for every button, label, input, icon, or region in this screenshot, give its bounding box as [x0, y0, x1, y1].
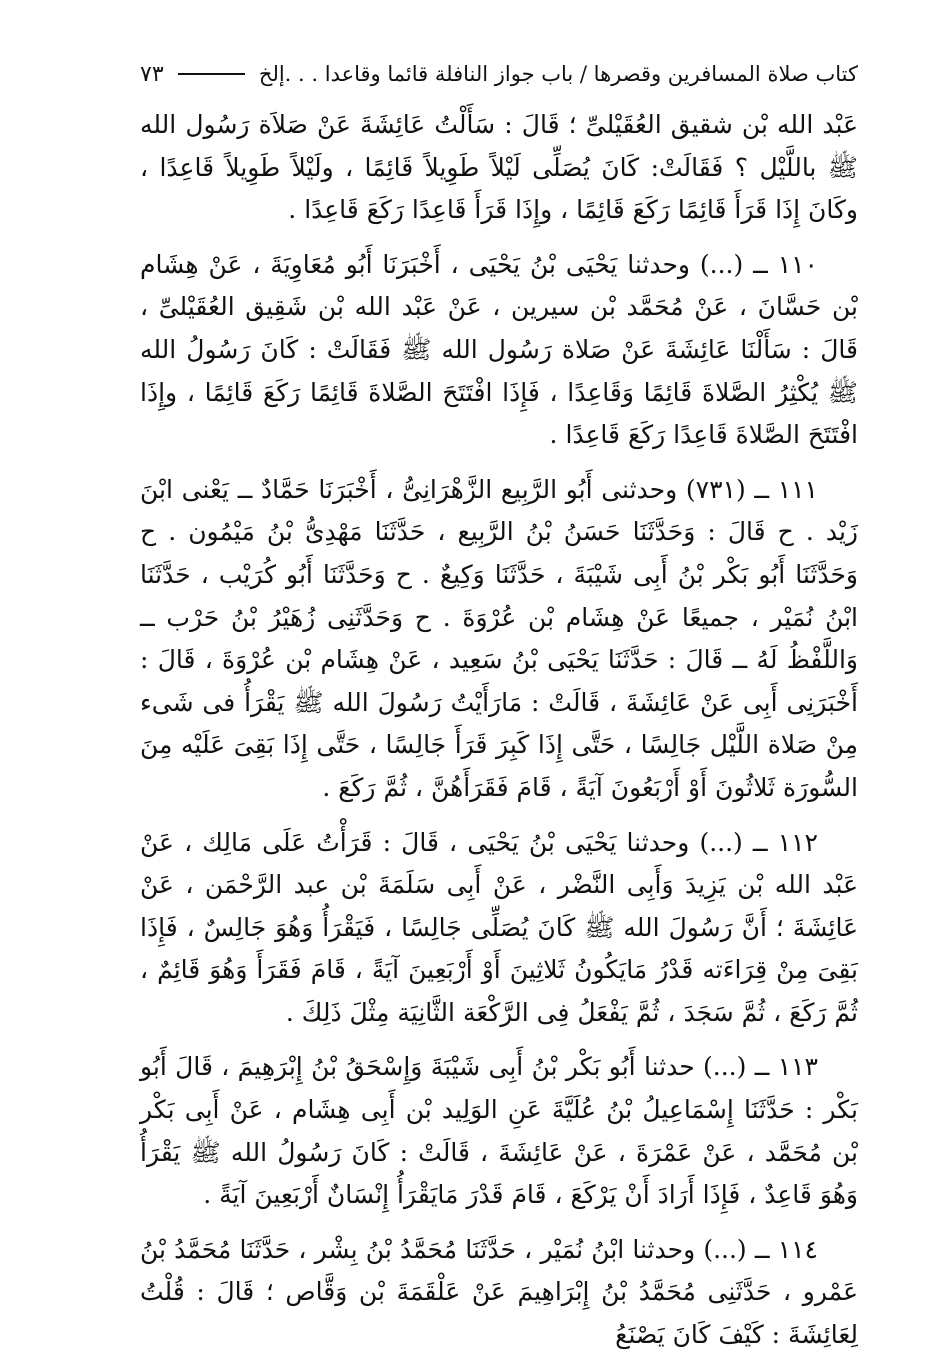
running-header [140, 54, 858, 94]
hadith-110: ١١٠ ــ (...) وحدثنا يَحْيَى بْنُ يَحْيَى ، أَخْبَرَنَا أَبُو مُعَاوِيَةَ ، عَنْ هِشَام بْن حَسَّانَ ، عَنْ مُحَمَّد بْن سيرين ، عَنْ عَبْد الله بْن شَقِيق العُقَيْلىِّ ، قَالَ : سَأَلْنَا عَائِشَةَ عَنْ صَلاة رَسُول الله ﷺ فَقَالَتْ : كَانَ رَسُولُ الله ﷺ يُكْثِرُ الصَّلاةَ قَائِمًا وَقَاعِدًا ، فَإِذَا افْتَتَحَ الصَّلاةَ قَائِمًا رَكَعَ قَائِمًا ، وإِذَا افْتَتَحَ الصَّلاةَ قَاعِدًا رَكَعَ قَاعِدًا . [140, 249, 858, 450]
header-rule [178, 73, 245, 75]
page-number: ٧٣ [140, 61, 164, 87]
hadith-111: ١١١ ــ (٧٣١) وحدثنى أَبُو الرَّبِيع الزَّهْرَانِىُّ ، أَخْبَرَنَا حَمَّادٌ ــ يَعْنى ابْنَ زَيْد . ح قَالَ : وَحَدَّثَنَا حَسَنُ بْنُ الرَّبِيع ، حَدَّثَنَا مَهْدِىُّ بْنُ مَيْمُون . ح وَحَدَّثَنَا أَبُو بَكْر بْنُ أَبِى شَيْبَةَ ، حَدَّثَنَا وَكِيعٌ . ح وَحَدَّثَنَا أَبُو كُرَيْب ، حَدَّثَنَا ابْنُ نُمَيْر ، جميعًا عَنْ هِشَام بْن عُرْوَةَ . ح وَحَدَّثَنِى زُهَيْرُ بْنُ حَرْب ــ وَاللَّفْظُ لَهُ ــ قَالَ : حَدَّثَنَا يَحْيَى بْنُ سَعِيد ، عَنْ هِشَام بْن عُرْوَةَ ، قَالَ : أَخْبَرَنِى أَبِى عَنْ عَائِشَةَ ، قَالَتْ : مَارَأَيْتُ رَسُولَ الله ﷺ يَقْرَأُ فى شَىء مِنْ صَلاة اللَّيْل جَالِسًا ، حَتَّى إِذَا كَبِرَ قَرَأَ جَالِسًا ، حَتَّى إِذَا بَقِىَ عَلَيْه مِنَ السُّورَة ثَلاثُونَ أَوْ أَرْبَعُونَ آيَةً ، قَامَ فَقَرَأَهُنَّ ، ثُمَّ رَكَعَ . [140, 474, 858, 802]
header-title: كتاب صلاة المسافرين وقصرها / باب جواز النافلة قائما وقاعدا . . .إلخ [258, 62, 858, 86]
hadith-114: ١١٤ ــ (...) وحدثنا ابْنُ نُمَيْر ، حَدَّثَنَا مُحَمَّدُ بْنُ بِشْر ، حَدَّثَنَا مُحَمَّدُ بْنُ عَمْرو ، حَدَّثَنِى مُحَمَّدُ بْنُ إِبْرَاهِيمَ عَنْ عَلْقَمَةَ بْن وَقَّاص ؛ قَالَ : قُلْتُ لِعَائِشَةَ : كَيْفَ كَانَ يَصْنَعُ [140, 1234, 858, 1350]
paragraph-continuation: عَبْد الله بْن شقيق العُقَيْلىِّ ؛ قَالَ : سَأَلْتُ عَائِشَةَ عَنْ صَلاَة رَسُول الله ﷺ باللَّيْل ؟ فَقَالَتْ: كَانَ يُصَلِّى لَيْلاً طَوِيلاً قَائِمًا ، ولَيْلاً طَوِيلاً قَاعِدًا ، وكَانَ إِذَا قَرَأَ قَائِمًا رَكَعَ قَائِمًا ، وإِذَا قَرَأَ قَاعِدًا رَكَعَ قَاعِدًا . [140, 110, 859, 225]
page-body [140, 104, 858, 1369]
hadith-113: ١١٣ ــ (...) حدثنا أَبُو بَكْر بْنُ أَبِى شَيْبَةَ وَإِسْحَقُ بْنُ إِبْرَهِيمَ ، قَالَ أَبُو بَكْر : حَدَّثَنَا إِسْمَاعِيلُ بْنُ عُلَيَّةَ عَنِ الوَلِيد بْن أَبِى هِشَام ، عَنْ أَبِى بَكْر بْن مُحَمَّد ، عَنْ عَمْرَةَ ، عَنْ عَائِشَةَ ، قَالَتْ : كَانَ رَسُولُ الله ﷺ يَقْرَأُ وَهُوَ قَاعِدٌ ، فَإِذَا أَرَادَ أَنْ يَرْكَعَ ، قَامَ قَدْرَ مَايَقْرَأُ إِنْسَانٌ أَرْبَعِينَ آيَةً . [140, 1052, 858, 1210]
hadith-112: ١١٢ ــ (...) وحدثنا يَحْيَى بْنُ يَحْيَى ، قَالَ : قَرَأْتُ عَلَى مَالِك ، عَنْ عَبْد الله بْن يَزِيدَ وَأَبِى النَّضْر ، عَنْ أَبِى سَلَمَةَ بْن عبد الرَّحْمَن ، عَنْ عَائِشَةَ ؛ أَنَّ رَسُولَ الله ﷺ كَانَ يُصَلِّى جَالِسًا ، فَيَقْرَأُ وَهُوَ جَالِسٌ ، فَإِذَا بَقِىَ مِنْ قِرَاءَته قَدْرُ مَايَكُونُ ثَلاثِينَ أَوْ أَرْبَعِينَ آيَةً ، قَامَ فَقَرَأَ وَهُوَ قَائِمٌ ، ثُمَّ رَكَعَ ، ثُمَّ سَجَدَ ، ثُمَّ يَفْعَلُ فِى الرَّكْعَة الثَّانِيَة مِثْلَ ذَلِكَ . [140, 827, 858, 1027]
